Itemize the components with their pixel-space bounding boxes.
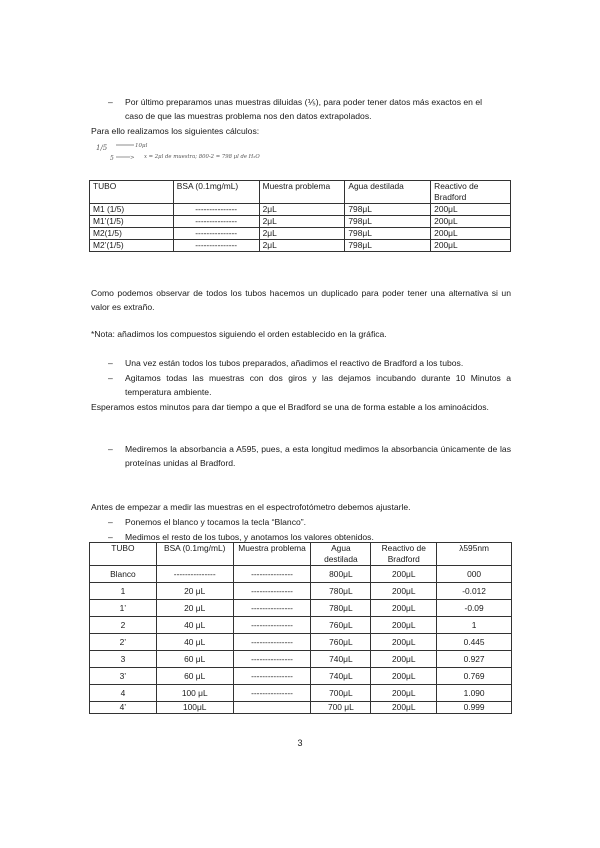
table-cell: 4’ bbox=[90, 702, 157, 714]
table-cell: 0.769 bbox=[437, 668, 512, 685]
table-cell: 200μL bbox=[371, 668, 437, 685]
table-cell: 200μL bbox=[371, 685, 437, 702]
dash-bullet: – bbox=[108, 444, 113, 454]
wait-paragraph: Esperamos estos minutos para dar tiempo a que el Bradford se una de forma estable a los aminoácidos. bbox=[91, 402, 489, 412]
table-cell: 4 bbox=[90, 685, 157, 702]
dash-bullet: – bbox=[108, 358, 113, 368]
table-cell: --------------- bbox=[173, 204, 259, 216]
handwriting-fraction: 1/5 bbox=[96, 144, 108, 152]
table-cell: 1 bbox=[437, 617, 512, 634]
col-header-muestra: Muestra problema bbox=[233, 543, 311, 566]
table-cell: 200μL bbox=[371, 566, 437, 583]
table-cell: 780μL bbox=[311, 600, 371, 617]
table-header-row bbox=[90, 543, 512, 566]
page-number: 3 bbox=[297, 738, 303, 748]
table-cell: 800μL bbox=[311, 566, 371, 583]
table-cell: 200μL bbox=[371, 600, 437, 617]
table-cell: 200μL bbox=[431, 240, 511, 252]
table-cell: 000 bbox=[437, 566, 512, 583]
table-row bbox=[90, 583, 512, 600]
table-cell: -0.012 bbox=[437, 583, 512, 600]
table-cell: 0.445 bbox=[437, 634, 512, 651]
dash-bullet: – bbox=[108, 373, 113, 383]
step-agitate: Agitamos todas las muestras con dos giros y las dejamos incubando durante 10 Minutos a temperatura ambiente. bbox=[125, 373, 511, 397]
table-cell: M1 (1/5) bbox=[90, 204, 174, 216]
col-header-reactivo: Reactivo de Bradford bbox=[371, 543, 437, 566]
col-header-reactivo: Reactivo de Bradford bbox=[431, 181, 511, 204]
table-row bbox=[90, 702, 512, 714]
table-cell: 200μL bbox=[431, 204, 511, 216]
table-cell: 760μL bbox=[311, 617, 371, 634]
table-cell: 2μL bbox=[259, 204, 345, 216]
table-cell: 100μL bbox=[156, 702, 233, 714]
table-cell: --------------- bbox=[233, 685, 311, 702]
col-header-tubo: TUBO bbox=[90, 181, 174, 204]
table-cell: M2’(1/5) bbox=[90, 240, 174, 252]
table-row bbox=[90, 216, 511, 228]
table-cell: --------------- bbox=[156, 566, 233, 583]
svg-text:>: > bbox=[130, 155, 135, 161]
table-row bbox=[90, 651, 512, 668]
table-row bbox=[90, 240, 511, 252]
table-cell: 60 μL bbox=[156, 651, 233, 668]
table-row bbox=[90, 204, 511, 216]
table-cell: 798μL bbox=[345, 240, 431, 252]
table-cell: M1’(1/5) bbox=[90, 216, 174, 228]
table-cell: 740μL bbox=[311, 651, 371, 668]
table-cell: 100 μL bbox=[156, 685, 233, 702]
table-cell: --------------- bbox=[233, 583, 311, 600]
table-cell: 200μL bbox=[371, 617, 437, 634]
table-row bbox=[90, 617, 512, 634]
table-cell: --------------- bbox=[173, 228, 259, 240]
table-cell: 760μL bbox=[311, 634, 371, 651]
table-cell: 1 bbox=[90, 583, 157, 600]
table-cell: 740μL bbox=[311, 668, 371, 685]
step-blank: Ponemos el blanco y tocamos la tecla “Blanco”. bbox=[125, 517, 307, 527]
dilution-table bbox=[89, 180, 511, 252]
col-header-agua: Agua destilada bbox=[345, 181, 431, 204]
handwriting-fraction-bottom: 5 bbox=[110, 155, 114, 162]
table-cell: 200μL bbox=[431, 228, 511, 240]
table-cell: 60 μL bbox=[156, 668, 233, 685]
table-cell: -0.09 bbox=[437, 600, 512, 617]
table-cell: 200μL bbox=[371, 651, 437, 668]
intro-bullet-line1: Por último preparamos unas muestras diluidas (⅕), para poder tener datos más exactos en el bbox=[125, 97, 483, 107]
table-cell: 200μL bbox=[431, 216, 511, 228]
absorbance-table bbox=[89, 542, 512, 714]
table-cell: 2μL bbox=[259, 216, 345, 228]
table-cell: 2μL bbox=[259, 228, 345, 240]
dash-bullet: – bbox=[108, 532, 113, 542]
table-cell: --------------- bbox=[233, 566, 311, 583]
table-cell: 798μL bbox=[345, 204, 431, 216]
dash-bullet: – bbox=[108, 97, 113, 107]
table-row bbox=[90, 668, 512, 685]
table-cell: 700 μL bbox=[311, 702, 371, 714]
table-cell: --------------- bbox=[173, 216, 259, 228]
table-cell: 0.999 bbox=[437, 702, 512, 714]
table-cell: 20 μL bbox=[156, 600, 233, 617]
table-cell: Blanco bbox=[90, 566, 157, 583]
table-row bbox=[90, 634, 512, 651]
col-header-agua: Agua destilada bbox=[311, 543, 371, 566]
intro-bullet-line2: caso de que las muestras problema nos den datos extrapolados. bbox=[125, 111, 372, 121]
table-cell: 798μL bbox=[345, 228, 431, 240]
table-cell: 200μL bbox=[371, 634, 437, 651]
duplicate-paragraph: Como podemos observar de todos los tubos hacemos un duplicado para poder tener una alternativa si un valor es extraño. bbox=[91, 288, 511, 312]
table-cell: 0.927 bbox=[437, 651, 512, 668]
col-header-tubo: TUBO bbox=[90, 543, 157, 566]
step-measure-absorbance: Mediremos la absorbancia a A595, pues, a esta longitud medimos la absorbancia únicamente de las proteínas unidas al Bradford. bbox=[125, 444, 511, 468]
col-header-lambda: λ595nm bbox=[437, 543, 512, 566]
table-cell: --------------- bbox=[173, 240, 259, 252]
handwriting-formula: x = 2μl de muestra; 800-2 = 798 μl de H₂O bbox=[144, 154, 260, 160]
table-cell: 200μL bbox=[371, 583, 437, 600]
adjust-paragraph: Antes de empezar a medir las muestras en el espectrofotómetro debemos ajustarle. bbox=[91, 502, 411, 512]
table-cell: 1’ bbox=[90, 600, 157, 617]
table-row bbox=[90, 566, 512, 583]
table-cell: 2 bbox=[90, 617, 157, 634]
table-cell: 40 μL bbox=[156, 634, 233, 651]
calc-intro-line: Para ello realizamos los siguientes cálculos: bbox=[91, 126, 260, 136]
table-cell: 40 μL bbox=[156, 617, 233, 634]
handwritten-calculation bbox=[94, 139, 354, 163]
table-row bbox=[90, 228, 511, 240]
note-paragraph: *Nota: añadimos los compuestos siguiendo el orden establecido en la gráfica. bbox=[91, 329, 387, 339]
handwriting-arrow-top: 10μl bbox=[135, 143, 148, 149]
table-row bbox=[90, 685, 512, 702]
table-cell: 3’ bbox=[90, 668, 157, 685]
table-cell: --------------- bbox=[233, 600, 311, 617]
table-cell: --------------- bbox=[233, 617, 311, 634]
table-cell: 1.090 bbox=[437, 685, 512, 702]
table-header-row bbox=[90, 181, 511, 204]
step-add-reagent: Una vez están todos los tubos preparados, añadimos el reactivo de Bradford a los tubos. bbox=[125, 358, 464, 368]
table-cell bbox=[233, 702, 311, 714]
table-cell: 700μL bbox=[311, 685, 371, 702]
table-cell: 200μL bbox=[371, 702, 437, 714]
table-cell: 2μL bbox=[259, 240, 345, 252]
table-cell: 798μL bbox=[345, 216, 431, 228]
table-row bbox=[90, 600, 512, 617]
table-cell: 20 μL bbox=[156, 583, 233, 600]
dash-bullet: – bbox=[108, 517, 113, 527]
table-cell: M2(1/5) bbox=[90, 228, 174, 240]
table-cell: 3 bbox=[90, 651, 157, 668]
table-cell: --------------- bbox=[233, 634, 311, 651]
table-cell: 780μL bbox=[311, 583, 371, 600]
col-header-muestra: Muestra problema bbox=[259, 181, 345, 204]
col-header-bsa: BSA (0.1mg/mL) bbox=[173, 181, 259, 204]
table-cell: 2’ bbox=[90, 634, 157, 651]
step-measure-tubes: Medimos el resto de los tubos, y anotamos los valores obtenidos. bbox=[125, 532, 374, 542]
table-cell: --------------- bbox=[233, 651, 311, 668]
table-cell: --------------- bbox=[233, 668, 311, 685]
col-header-bsa: BSA (0.1mg/mL) bbox=[156, 543, 233, 566]
